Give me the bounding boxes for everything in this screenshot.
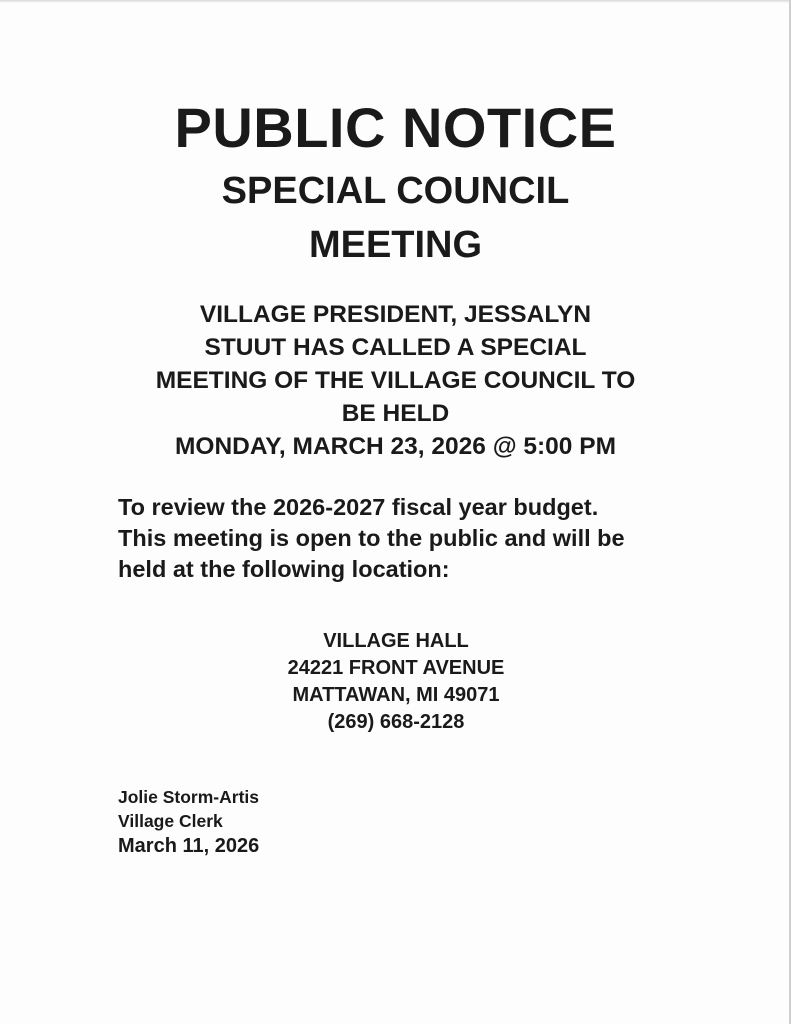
purpose-line: This meeting is open to the public and will be	[118, 525, 625, 551]
signature-role: Village Clerk	[118, 811, 223, 831]
scan-edge-top	[0, 0, 791, 3]
location-phone: (269) 668-2128	[327, 711, 465, 733]
notice-subtitle-line1: SPECIAL COUNCIL	[221, 170, 570, 212]
location-name: VILLAGE HALL	[323, 630, 469, 652]
location-city-state-zip: MATTAWAN, MI 49071	[292, 684, 500, 706]
announcement	[0, 298, 791, 430]
announcement-line: STUUT HAS CALLED A SPECIAL	[204, 334, 587, 361]
purpose-line: To review the 2026-2027 fiscal year budget.	[118, 494, 599, 520]
purpose-line: held at the following location:	[118, 556, 450, 582]
meeting-datetime: MONDAY, MARCH 23, 2026 @ 5:00 PM	[175, 433, 616, 460]
location-address	[200, 628, 592, 736]
signature-block	[118, 785, 259, 860]
signature-name: Jolie Storm-Artis	[118, 787, 259, 807]
location-street: 24221 FRONT AVENUE	[287, 657, 505, 679]
announcement-line: BE HELD	[341, 400, 450, 427]
notice-subtitle-line2: MEETING	[308, 224, 483, 266]
purpose-paragraph	[118, 492, 758, 585]
announcement-line: MEETING OF THE VILLAGE COUNCIL TO	[155, 367, 636, 394]
notice-title: PUBLIC NOTICE	[174, 96, 617, 159]
signature-date: March 11, 2026	[118, 835, 260, 857]
announcement-line: VILLAGE PRESIDENT, JESSALYN	[199, 301, 592, 328]
